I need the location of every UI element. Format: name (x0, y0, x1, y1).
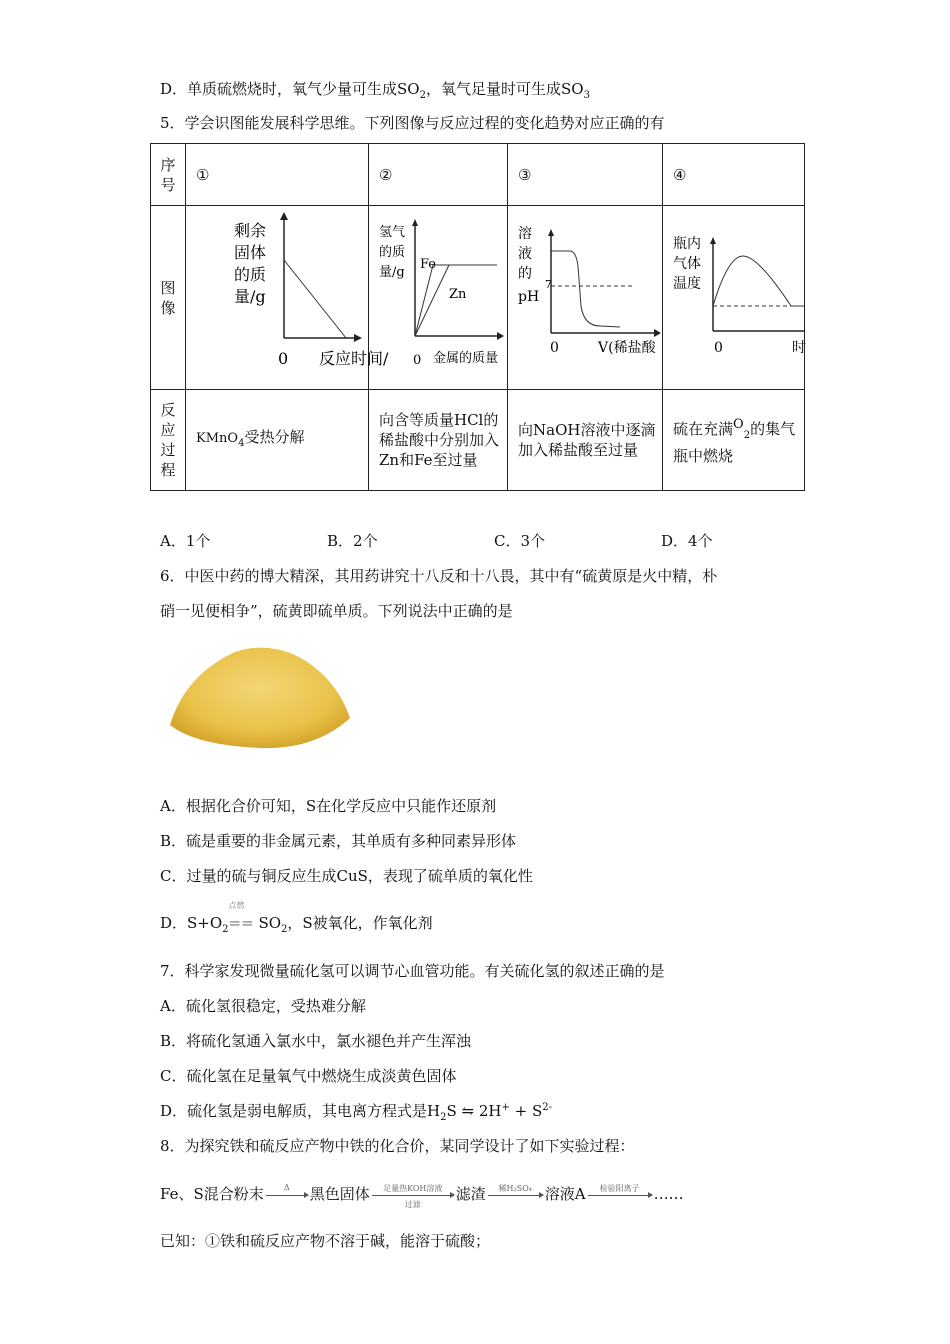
q8-stem: 8．为探究铁和硫反应产物中铁的化合价，某同学设计了如下实验过程： (160, 1137, 635, 1155)
tick: 7 (545, 278, 552, 291)
arrow-label: 足量热KOH溶液 (383, 1183, 443, 1193)
q7-option-d (160, 1100, 552, 1123)
text: 受热分解 (244, 427, 305, 446)
step: 溶液A (544, 1185, 586, 1203)
origin: 0 (714, 340, 723, 356)
sub: 2 (281, 924, 288, 935)
ylabel: 量/g (379, 265, 405, 280)
ylabel: 瓶内 (673, 236, 701, 252)
xlabel: V(稀盐酸 (598, 340, 656, 356)
arrow (372, 1183, 454, 1209)
ylabel: 的质 (234, 265, 267, 284)
origin: 0 (413, 353, 422, 368)
curve-label: Zn (449, 287, 467, 302)
text: D．硫化氢是弱电解质，其电离方程式是H (160, 1102, 441, 1120)
formula: KMnO (196, 430, 239, 446)
row-header: 图像 (151, 206, 186, 390)
sup: + (501, 1102, 510, 1113)
curve-label: Fe (420, 257, 437, 272)
sub: 2 (222, 924, 229, 935)
ylabel: 气体 (673, 256, 701, 272)
ylabel: 的 (518, 266, 532, 282)
ylabel: 的质 (379, 245, 406, 260)
condition: 点燃 (228, 901, 245, 910)
text: ，S被氧化，作氧化剂 (287, 914, 433, 932)
ylabel: 液 (518, 246, 532, 262)
sub: 4 (238, 437, 245, 449)
sup: 2- (542, 1102, 553, 1113)
ylabel: 剩余 (234, 221, 267, 240)
ylabel: 溶 (518, 226, 532, 242)
ylabel: 固体 (234, 243, 267, 262)
text: 硫在充满 (673, 419, 734, 438)
text: 的集气瓶中燃烧 (673, 419, 796, 465)
arrow-label: 稀H₂SO₄ (498, 1183, 532, 1193)
q7-stem: 7．科学家发现微量硫化氢可以调节心血管功能。有关硫化氢的叙述正确的是 (160, 962, 665, 980)
sub: 2 (440, 1112, 447, 1123)
process-2: 向含等质量HCl的稀盐酸中分别加入Zn和Fe至过量 (369, 390, 508, 491)
num-4: ④ (663, 144, 805, 206)
xlabel: 反应时间/ (319, 349, 389, 368)
text: D．单质硫燃烧时，氧气少量可生成SO (160, 80, 420, 98)
q8-known: 已知：①铁和硫反应产物不溶于碱，能溶于硫酸； (160, 1232, 491, 1250)
step: …… (653, 1185, 684, 1203)
option-a: A．1个 (160, 532, 211, 550)
formula: O (733, 416, 744, 432)
step: 黑色固体 (309, 1185, 370, 1203)
ylabel: 温度 (673, 276, 701, 292)
q7-option-a: A．硫化氢很稳定，受热难分解 (160, 997, 366, 1015)
step: 滤渣 (455, 1185, 486, 1203)
q5-options (160, 530, 828, 551)
q6-option-c: C．过量的硫与铜反应生成CuS，表现了硫单质的氧化性 (160, 867, 533, 885)
q6-option-b: B．硫是重要的非金属元素，其单质有多种同素异形体 (160, 832, 517, 850)
origin: 0 (278, 349, 289, 368)
condition-equals (228, 901, 254, 932)
graph-1 (186, 206, 389, 390)
equals: == (228, 914, 254, 932)
num-3: ③ (508, 144, 663, 206)
ylabel: pH (518, 289, 540, 305)
row-header: 反应过程 (151, 390, 186, 491)
sub: 2 (743, 429, 751, 441)
graph-3 (508, 206, 663, 390)
text: ，氧气足量时可生成SO (425, 80, 584, 98)
text: S ⇋ 2H (446, 1102, 502, 1120)
q7-option-c: C．硫化氢在足量氧气中燃烧生成淡黄色固体 (160, 1067, 457, 1085)
graph-2 (369, 206, 508, 390)
sub: 2 (419, 90, 426, 101)
text: SO (253, 914, 282, 932)
sub: 3 (583, 90, 590, 101)
q6-option-a: A．根据化合价可知，S在化学反应中只能作还原剂 (160, 797, 497, 815)
arrow-label: Δ (283, 1182, 290, 1192)
process-4 (663, 390, 805, 491)
arrow (588, 1183, 652, 1196)
num-1: ① (186, 144, 369, 206)
option-c: C．3个 (494, 532, 546, 550)
xlabel: 时 (792, 340, 806, 356)
graph-4 (663, 206, 805, 390)
ylabel: 氢气 (379, 225, 406, 240)
arrow-label: 检验阳离子 (599, 1183, 640, 1193)
step: Fe、S混合粉末 (160, 1185, 264, 1203)
process-3: 向NaOH溶液中逐滴加入稀盐酸至过量 (508, 390, 663, 491)
sulfur-powder-image (165, 640, 355, 750)
q4-option-d (160, 78, 590, 101)
origin: 0 (550, 340, 559, 356)
row-header: 序号 (151, 144, 186, 206)
arrow (266, 1182, 308, 1196)
arrow (488, 1183, 543, 1196)
q8-flow (160, 1182, 684, 1209)
text: D．S+O (160, 914, 223, 932)
option-b: B．2个 (327, 532, 378, 550)
text: + S (509, 1102, 543, 1120)
option-d: D．4个 (661, 532, 713, 550)
q6-option-d (160, 901, 433, 935)
q5-stem: 5．学会识图能发展科学思维。下列图像与反应过程的变化趋势对应正确的有 (160, 114, 665, 132)
process-1 (186, 390, 369, 491)
arrow-label: 过滤 (404, 1199, 421, 1209)
q7-option-b: B．将硫化氢通入氯水中，氯水褪色并产生浑浊 (160, 1032, 472, 1050)
q6-stem-2: 硝一见便相争”，硫黄即硫单质。下列说法中正确的是 (160, 602, 513, 620)
xlabel: 金属的质量 (433, 351, 499, 366)
q6-stem-1: 6．中医中药的博大精深，其用药讲究十八反和十八畏，其中有“硫黄原是火中精，朴 (160, 567, 718, 585)
ylabel: 量/g (234, 287, 266, 306)
num-2: ② (369, 144, 508, 206)
q5-table (150, 143, 805, 491)
